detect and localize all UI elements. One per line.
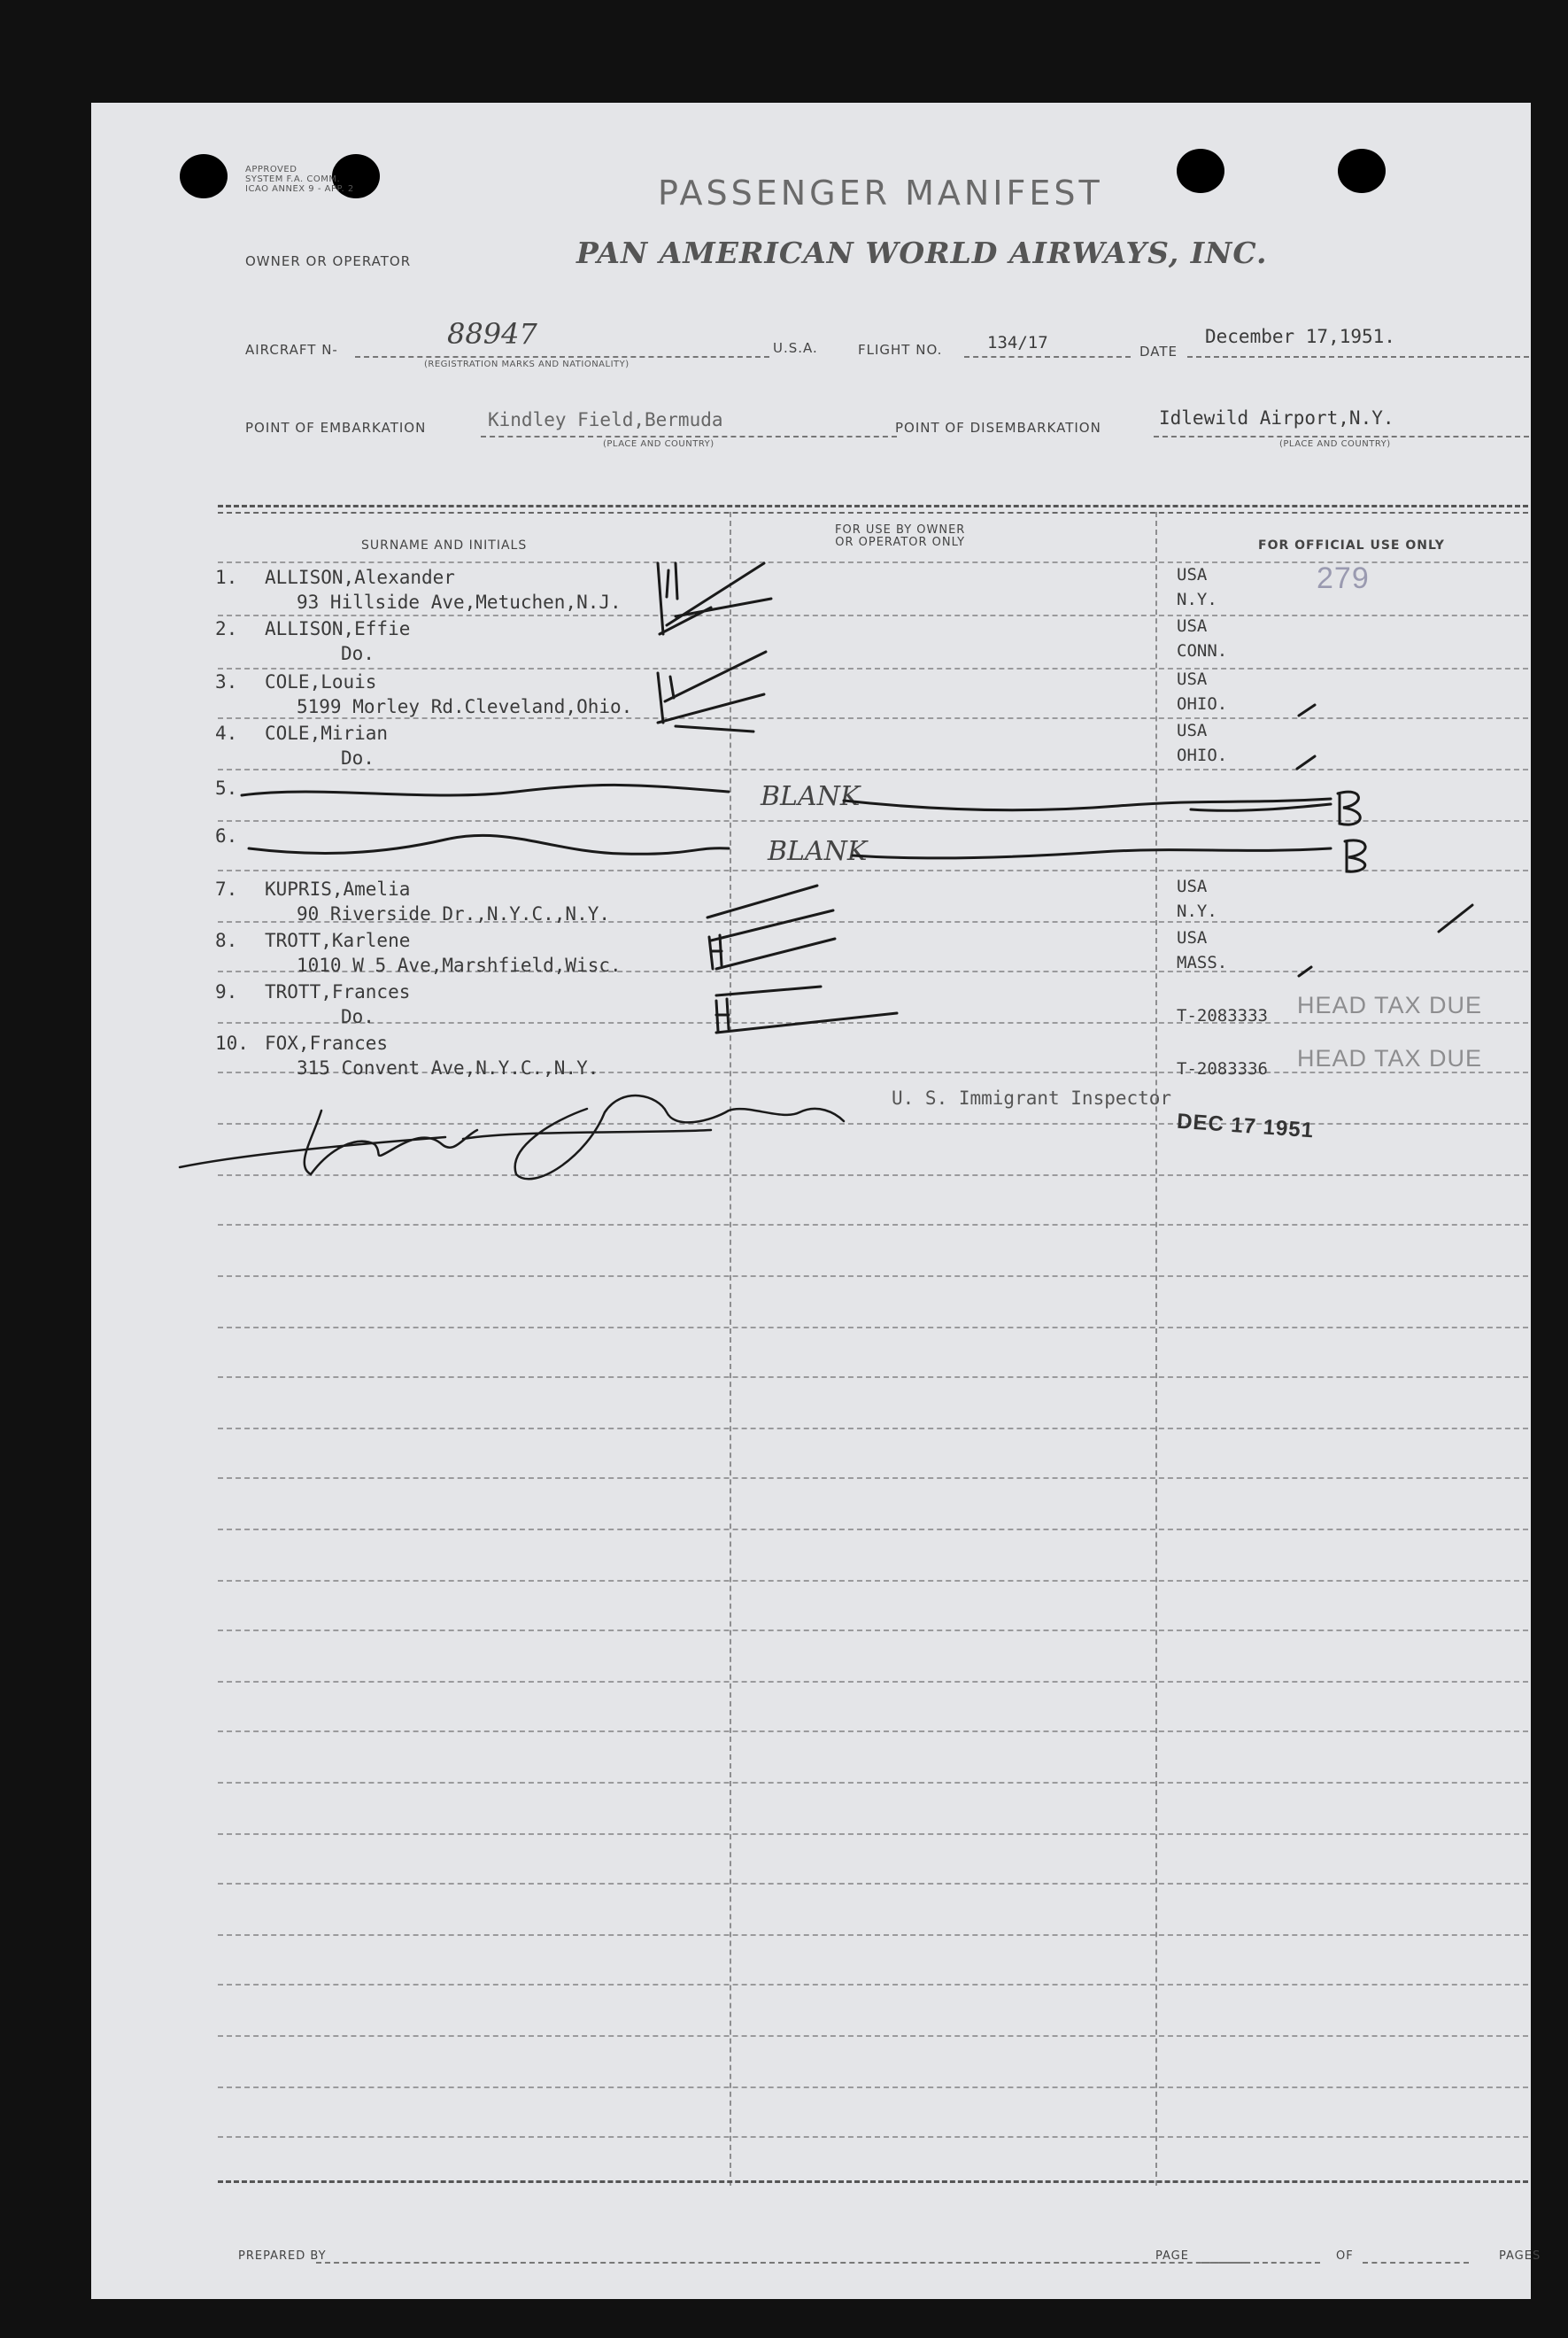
approval-line: APPROVED: [245, 165, 297, 174]
head-tax-stamp: HEAD TAX DUE: [1297, 992, 1483, 1018]
operator-name: PAN AMERICAN WORLD AIRWAYS, INC.: [576, 236, 1268, 270]
approval-line: ICAO ANNEX 9 - APP. 2: [245, 184, 354, 194]
check-mark: [716, 999, 729, 1031]
col-header-owner-line: OR OPERATOR ONLY: [835, 536, 966, 549]
row-number: 1.: [215, 567, 238, 588]
approval-line: SYSTEM F.A. COMM.: [245, 174, 341, 184]
passenger-address: Do.: [341, 643, 375, 664]
handwriting-overlay: [91, 103, 1531, 2299]
embarkation-place: Kindley Field,Bermuda: [488, 409, 723, 430]
passenger-address: Do.: [341, 747, 375, 769]
check-mark: [658, 652, 766, 732]
flight-number: 134/17: [987, 333, 1048, 352]
row-number: 9.: [215, 981, 238, 1003]
strike-line: [242, 785, 729, 795]
b-mark: [1345, 840, 1365, 871]
official-line-1: USA: [1177, 670, 1208, 689]
passenger-address: 315 Convent Ave,N.Y.C.,N.Y.: [297, 1057, 599, 1079]
date-stamp: DEC 17 1951: [1176, 1109, 1315, 1143]
official-line-1: USA: [1177, 928, 1208, 948]
official-line-1: T-2083333: [1177, 1006, 1268, 1026]
passenger-name: ALLISON,Alexander: [265, 567, 455, 588]
of-underline: [1363, 2262, 1469, 2264]
row-number: 10.: [215, 1033, 249, 1054]
passenger-name: COLE,Mirian: [265, 723, 389, 744]
disembarkation-label: POINT OF DISEMBARKATION: [895, 420, 1101, 436]
form-title: PASSENGER MANIFEST: [658, 174, 1103, 213]
usa-label: U.S.A.: [773, 340, 818, 356]
aircraft-label: AIRCRAFT N-: [245, 342, 338, 358]
row-number: 2.: [215, 618, 238, 639]
official-line-2: OHIO.: [1177, 694, 1228, 714]
strike-line: [844, 799, 1331, 810]
official-line-1: USA: [1177, 721, 1208, 740]
signature: [180, 1095, 844, 1179]
b-mark: [1338, 792, 1360, 824]
col-header-surname: SURNAME AND INITIALS: [361, 538, 528, 553]
embarkation-label: POINT OF EMBARKATION: [245, 420, 427, 436]
check-mark: [707, 886, 897, 1033]
page-label: PAGE: [1155, 2249, 1189, 2263]
passenger-address: 93 Hillside Ave,Metuchen,N.J.: [297, 592, 622, 613]
of-label: OF: [1336, 2249, 1354, 2263]
registration-caption: (REGISTRATION MARKS AND NATIONALITY): [424, 360, 630, 369]
pages-label: PAGES: [1499, 2249, 1541, 2263]
official-line-2: N.Y.: [1177, 590, 1217, 609]
passenger-name: TROTT,Karlene: [265, 930, 411, 951]
head-tax-stamp: HEAD TAX DUE: [1297, 1045, 1483, 1072]
official-line-1: USA: [1177, 565, 1208, 584]
official-line-2: OHIO.: [1177, 746, 1228, 765]
strike-line: [249, 835, 729, 854]
flight-date: December 17,1951.: [1205, 326, 1395, 347]
inspector-title: U. S. Immigrant Inspector: [892, 1088, 1172, 1109]
row-number: 4.: [215, 723, 238, 744]
official-line-1: USA: [1177, 616, 1208, 636]
entry-number-stamp: 279: [1317, 561, 1370, 595]
col-header-official: FOR OFFICIAL USE ONLY: [1258, 538, 1445, 553]
official-line-2: N.Y.: [1177, 902, 1217, 921]
row-number: 8.: [215, 930, 238, 951]
row-number: 3.: [215, 671, 238, 693]
disembarkation-place: Idlewild Airport,N.Y.: [1159, 407, 1394, 429]
row-number: 6.: [215, 825, 238, 847]
passenger-address: 90 Riverside Dr.,N.Y.C.,N.Y.: [297, 903, 611, 925]
passenger-address: 5199 Morley Rd.Cleveland,Ohio.: [297, 696, 633, 717]
disembark-caption: (PLACE AND COUNTRY): [1279, 439, 1391, 449]
owner-label: OWNER OR OPERATOR: [245, 253, 412, 269]
prepared-by-label: PREPARED BY: [238, 2249, 327, 2263]
official-line-2: CONN.: [1177, 641, 1228, 661]
tick-mark: [1297, 705, 1472, 976]
passenger-name: FOX,Frances: [265, 1033, 389, 1054]
date-label: DATE: [1139, 344, 1178, 360]
row-number: 5.: [215, 778, 238, 799]
col-header-owner-line: FOR USE BY OWNER: [835, 523, 966, 537]
passenger-name: ALLISON,Effie: [265, 618, 411, 639]
passenger-name: TROTT,Frances: [265, 981, 411, 1003]
blank-annotation: BLANK: [761, 781, 861, 812]
official-line-1: USA: [1177, 877, 1208, 896]
aircraft-number: 88947: [447, 317, 537, 351]
official-line-1: T-2083336: [1177, 1059, 1268, 1079]
embark-caption: (PLACE AND COUNTRY): [603, 439, 714, 449]
check-mark: [658, 563, 771, 634]
passenger-address: Do.: [341, 1006, 375, 1027]
prepared-underline: [316, 2262, 1246, 2264]
manifest-sheet: [91, 103, 1541, 2299]
page-underline: [1201, 2262, 1320, 2264]
passenger-name: KUPRIS,Amelia: [265, 879, 411, 900]
flight-label: FLIGHT NO.: [858, 342, 943, 358]
passenger-name: COLE,Louis: [265, 671, 377, 693]
passenger-address: 1010 W 5 Ave,Marshfield,Wisc.: [297, 955, 622, 976]
strike-line: [1191, 804, 1331, 810]
row-number: 7.: [215, 879, 238, 900]
official-line-2: MASS.: [1177, 953, 1228, 972]
strike-line: [853, 848, 1331, 858]
blank-annotation: BLANK: [768, 836, 868, 867]
